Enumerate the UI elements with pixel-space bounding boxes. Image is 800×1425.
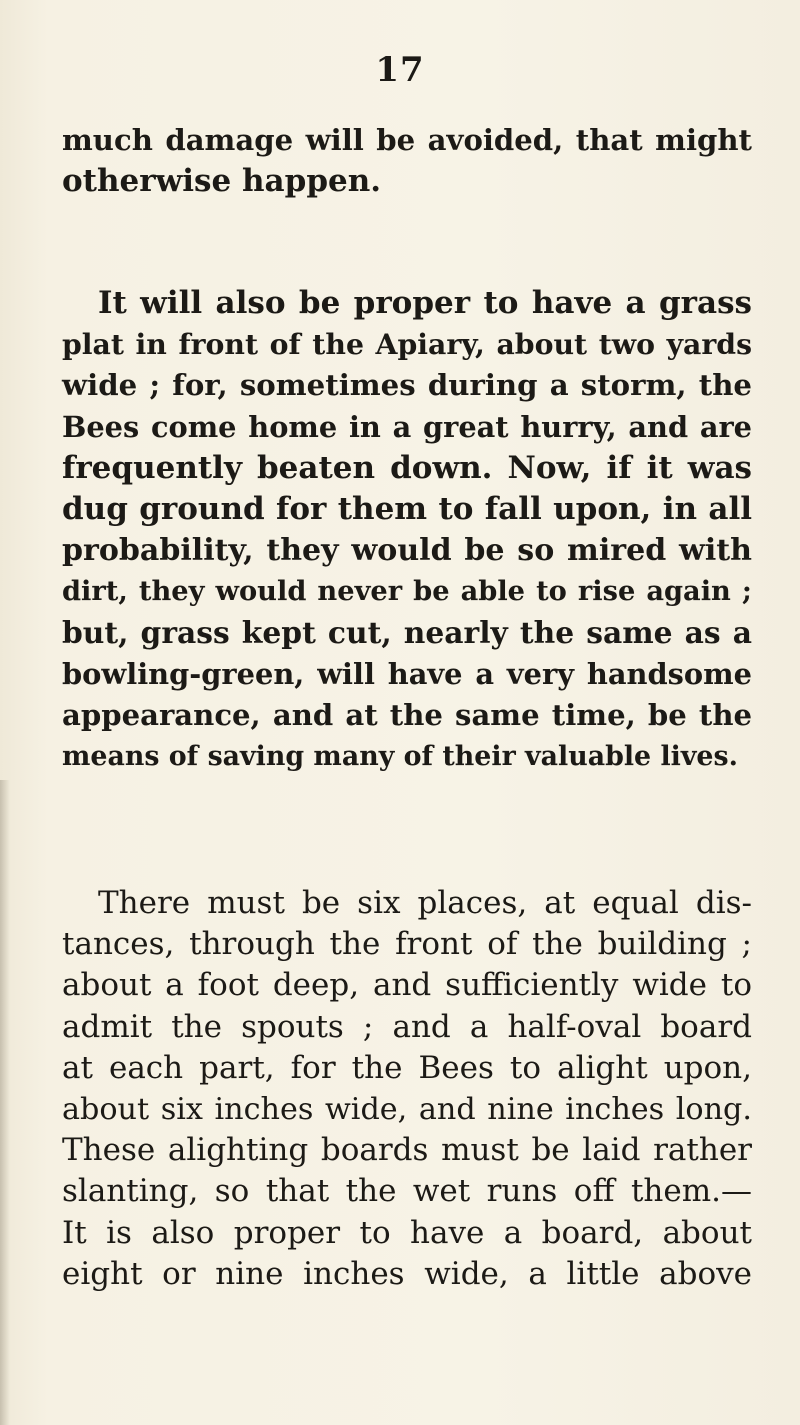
text-line: means of saving many of their valuable lives. bbox=[62, 741, 738, 773]
text-line: wide ; for, sometimes during a storm, the bbox=[62, 368, 752, 403]
text-line: eight or nine inches wide, a little above bbox=[62, 1255, 752, 1292]
text-line: appearance, and at the same time, be the bbox=[62, 697, 752, 732]
text-line: These alighting boards must be laid rather bbox=[62, 1132, 752, 1169]
text-line: about six inches wide, and nine inches long. bbox=[62, 1091, 752, 1127]
text-line: It will also be proper to have a grass bbox=[98, 285, 752, 321]
text-line: much damage will be avoided, that might bbox=[62, 123, 752, 157]
text-line: about a foot deep, and sufficiently wide to bbox=[62, 967, 752, 1004]
page-gutter-shadow bbox=[0, 780, 10, 1425]
text-line: dug ground for them to fall upon, in all bbox=[62, 490, 752, 527]
paragraph-grass-plat bbox=[62, 283, 752, 777]
page-number: 17 bbox=[375, 50, 425, 90]
paragraph-continuation bbox=[62, 120, 752, 202]
text-line: plat in front of the Apiary, about two yards bbox=[62, 327, 752, 362]
text-line: at each part, for the Bees to alight upon, bbox=[62, 1049, 752, 1086]
text-line: It is also proper to have a board, about bbox=[62, 1214, 752, 1251]
text-line: admit the spouts ; and a half-oval board bbox=[62, 1008, 752, 1045]
paragraph-alighting-boards bbox=[62, 883, 752, 1295]
text-line: dirt, they would never be able to rise again ; bbox=[62, 575, 752, 608]
text-line: but, grass kept cut, nearly the same as a bbox=[62, 615, 752, 651]
text-line: Bees come home in a great hurry, and are bbox=[62, 409, 752, 444]
text-line: otherwise happen. bbox=[62, 163, 382, 200]
text-line: frequently beaten down. Now, if it was bbox=[62, 449, 752, 486]
text-line: There must be six places, at equal dis- bbox=[98, 885, 752, 921]
text-line: tances, through the front of the building ; bbox=[62, 926, 752, 963]
text-line: probability, they would be so mired with bbox=[62, 533, 752, 569]
text-line: slanting, so that the wet runs off them.— bbox=[62, 1173, 752, 1210]
text-line: bowling-green, will have a very handsome bbox=[62, 656, 752, 691]
